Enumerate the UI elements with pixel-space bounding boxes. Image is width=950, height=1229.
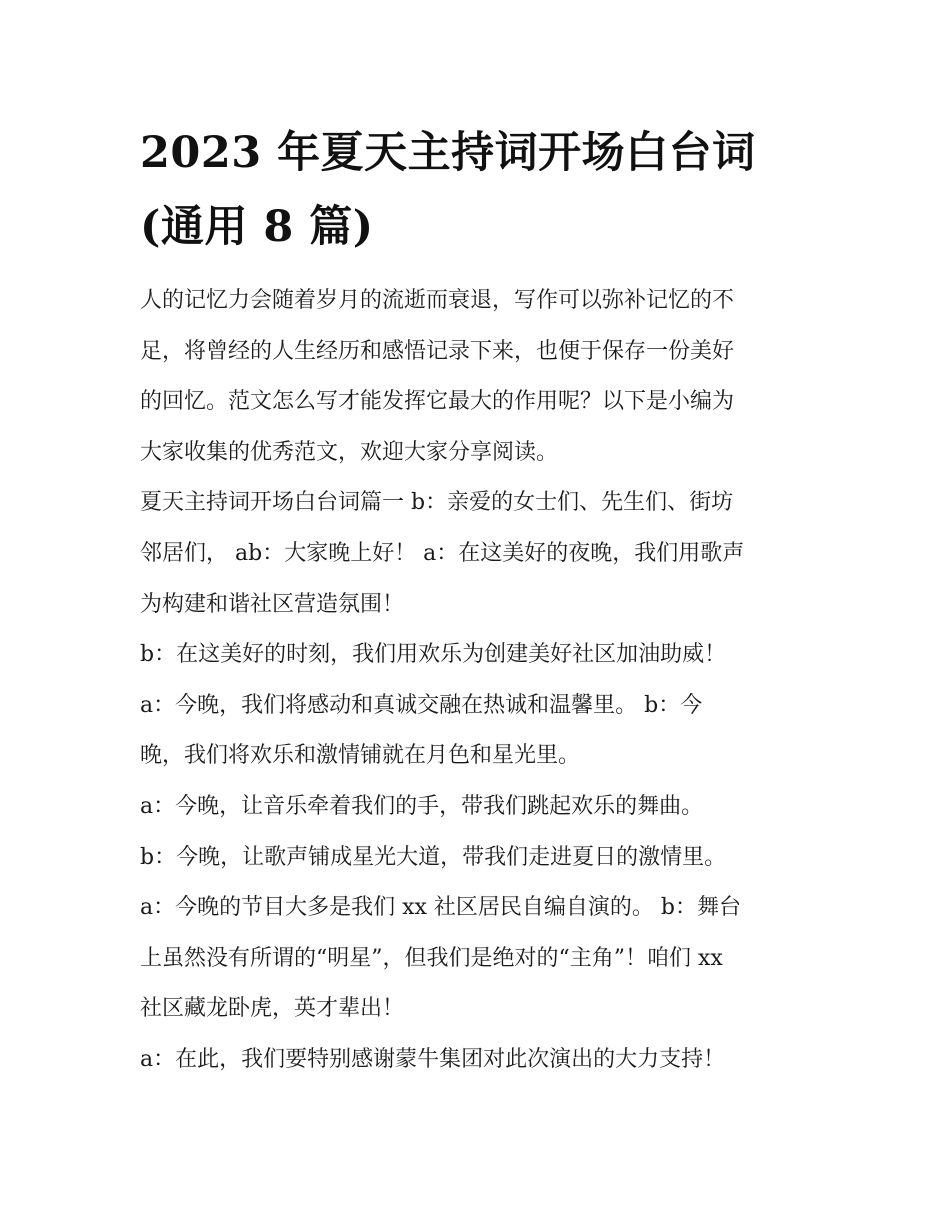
body-line: 的回忆。范文怎么写才能发挥它最大的作用呢？以下是小编为 bbox=[140, 389, 735, 415]
body-line: 社区藏龙卧虎，英才辈出！ bbox=[140, 996, 405, 1022]
body-line: 大家收集的优秀范文，欢迎大家分享阅读。 bbox=[140, 439, 559, 465]
title-line-2: (通用 8 篇) bbox=[140, 202, 374, 252]
body-line: a：今晚的节目大多是我们 xx 社区居民自编自演的。 b：舞台 bbox=[140, 895, 741, 921]
body-line: 夏天主持词开场白台词篇一 b：亲爱的女士们、先生们、街坊 bbox=[140, 490, 734, 516]
body-line: a：在此，我们要特别感谢蒙牛集团对此次演出的大力支持！ bbox=[140, 1046, 726, 1072]
body-line: 上虽然没有所谓的“明星”，但我们是绝对的“主角”！咱们 xx bbox=[140, 945, 723, 971]
body-line: 晚，我们将欢乐和激情铺就在月色和星光里。 bbox=[140, 743, 581, 769]
body-line: 为构建和谐社区营造氛围！ bbox=[140, 591, 405, 617]
document-title bbox=[140, 116, 820, 264]
body-line: 邻居们， ab：大家晚上好！ a：在这美好的夜晚，我们用歌声 bbox=[140, 540, 745, 566]
body-line: 人的记忆力会随着岁月的流逝而衰退，写作可以弥补记忆的不 bbox=[140, 288, 735, 313]
body-line: a：今晚，我们将感动和真诚交融在热诚和温馨里。 b：今 bbox=[140, 692, 703, 718]
body-line: 足，将曾经的人生经历和感悟记录下来，也便于保存一份美好 bbox=[140, 338, 735, 364]
document-body bbox=[140, 276, 820, 1086]
body-line: a：今晚，让音乐牵着我们的手，带我们跳起欢乐的舞曲。 bbox=[140, 793, 704, 819]
title-line-1: 2023 年夏天主持词开场白台词 bbox=[140, 128, 756, 178]
body-line: b：在这美好的时刻，我们用欢乐为创建美好社区加油助威！ bbox=[140, 642, 727, 668]
body-line: b：今晚，让歌声铺成星光大道，带我们走进夏日的激情里。 bbox=[140, 844, 727, 870]
